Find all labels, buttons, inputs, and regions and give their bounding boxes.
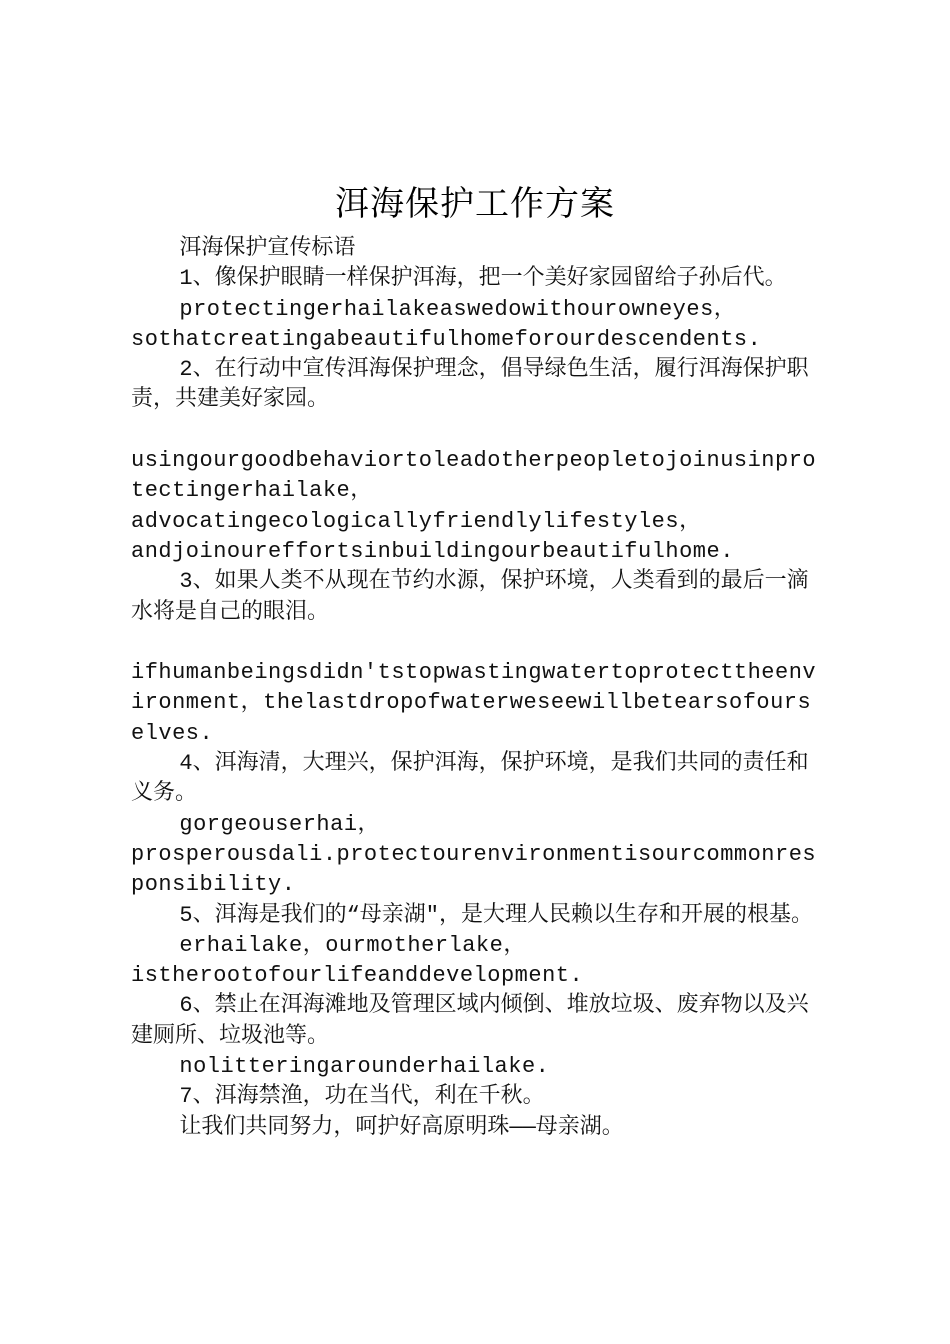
slogan-5-english-line-2: istherootofourlifeanddevelopment. — [131, 963, 584, 989]
page-title: 洱海保护工作方案 — [335, 184, 615, 224]
slogan-3-chinese: 3、如果人类不从现在节约水源，保护环境，人类看到的最后一滴水将是自己的眼泪。 — [131, 569, 809, 625]
slogan-6-chinese: 6、禁止在洱海滩地及管理区域内倾倒、堆放垃圾、废弃物以及兴建厕所、垃圾池等。 — [131, 993, 809, 1049]
slogan-1-chinese: 1、像保护眼睛一样保护洱海，把一个美好家园留给子孙后代。 — [179, 266, 787, 292]
slogan-3-english: ifhumanbeingsdidn'tstopwastingwatertoprotecttheenvironment，thelastdropofwaterweseewillbetearsofourselves. — [131, 660, 817, 746]
slogan-7-chinese: 7、洱海禁渔，功在当代，利在千秋。 — [179, 1084, 545, 1110]
slogan-5-chinese: 5、洱海是我们的“母亲湖″，是大理人民赖以生存和开展的根基。 — [179, 902, 813, 928]
blank-line — [131, 416, 823, 446]
slogan-1-english-line-1: protectingerhailakeaswedowithourowneyes， — [179, 296, 737, 322]
slogan-2-english-line-2: advocatingecologicallyfriendlylifestyles， — [131, 508, 702, 534]
slogan-2-english-line-3: andjoinoureffortsinbuildingourbeautifulhome. — [131, 538, 734, 564]
slogan-4-english-line-1: gorgeouserhai， — [179, 811, 381, 837]
document-body — [131, 234, 823, 1143]
slogan-6-english: nolitteringarounderhailake. — [179, 1054, 550, 1080]
closing-sentence: 让我们共同努力，呵护好高原明珠——母亲湖。 — [179, 1114, 624, 1140]
slogan-4-chinese: 4、洱海清，大理兴，保护洱海，保护环境，是我们共同的责任和义务。 — [131, 751, 809, 807]
slogan-2-chinese: 2、在行动中宣传洱海保护理念，倡导绿色生活，履行洱海保护职责，共建美好家园。 — [131, 357, 809, 413]
section-subtitle: 洱海保护宣传标语 — [179, 236, 356, 261]
blank-line — [131, 628, 823, 658]
slogan-1-english-line-2: sothatcreatingabeautifulhomeforourdescendents. — [131, 326, 762, 352]
slogan-4-english-line-2: prosperousdali.protectourenvironmentisourcommonresponsibility. — [131, 841, 817, 898]
slogan-2-english-line-1: usingourgoodbehaviortoleadotherpeopletojoinusinprotectingerhailake， — [131, 448, 817, 504]
slogan-5-english-line-1: erhailake，ourmotherlake， — [179, 932, 526, 958]
